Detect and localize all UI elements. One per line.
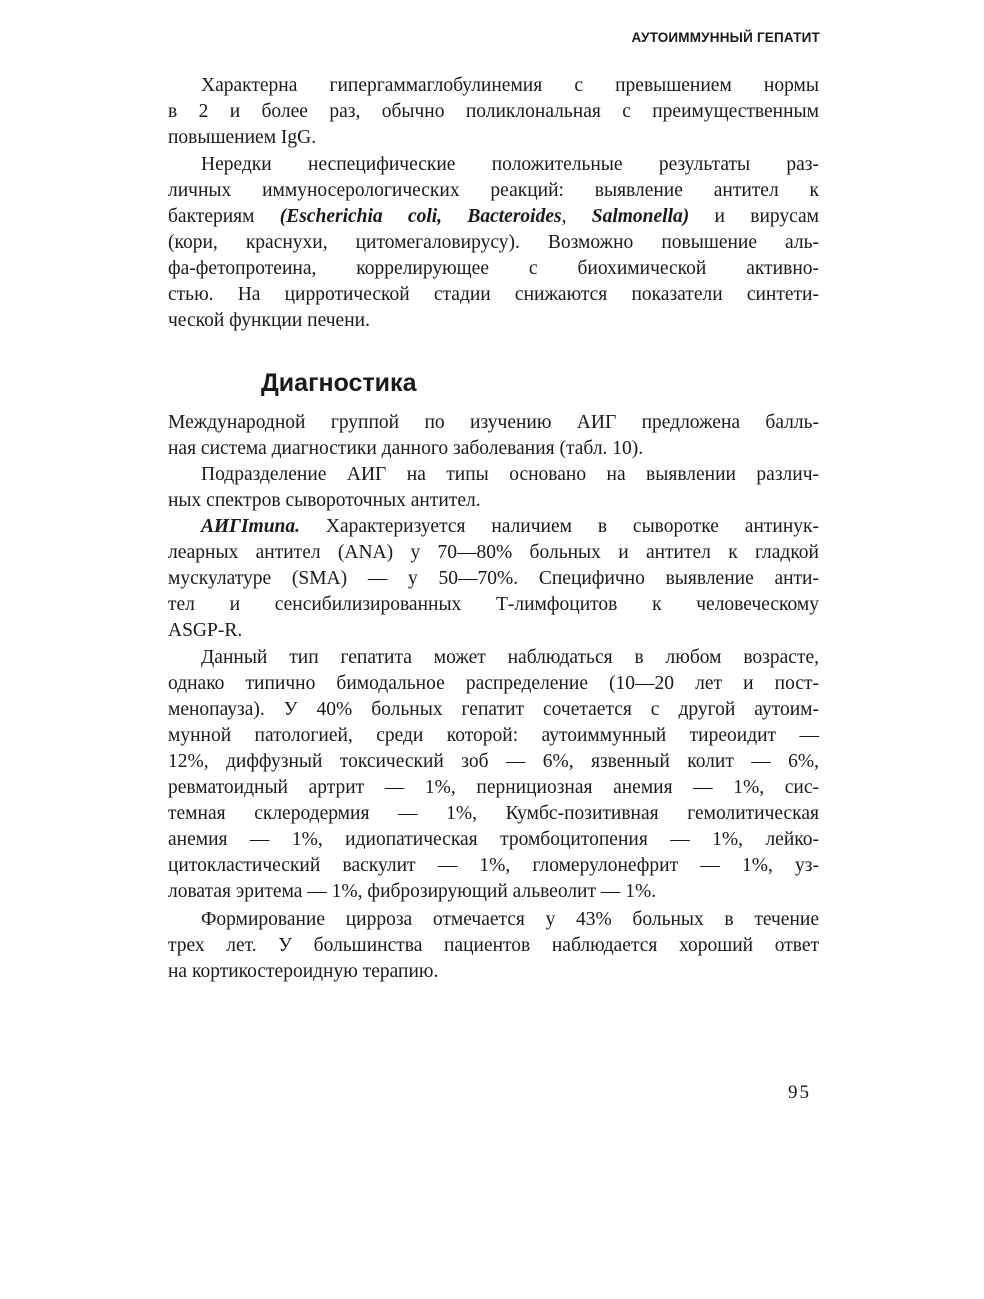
section-heading: Диагностика: [261, 369, 417, 397]
text-line: повышением IgG.: [168, 127, 317, 148]
text-line: трех лет. У большинства пациентов наблюдается хороший ответ: [168, 935, 819, 956]
paragraph-serologic-reactions: [168, 152, 819, 334]
text-line: анемия — 1%, идиопатическая тромбоцитопения — 1%, лейко-: [168, 829, 819, 850]
text-line: ных спектров сывороточных антител.: [168, 490, 481, 511]
text-line: менопауза). У 40% больных гепатит сочетается с другой аутоим-: [168, 699, 819, 720]
text-run: ,: [561, 206, 592, 227]
text-line: [168, 514, 819, 540]
type-label: АИГIтипа.: [201, 516, 301, 537]
text-line: Данный тип гепатита может наблюдаться в любом возрасте,: [201, 647, 819, 668]
paragraph-aih-type-1: [168, 514, 819, 644]
text-line: Подразделение АИГ на типы основано на выявлении различ-: [201, 464, 819, 485]
text-line: ASGP-R.: [168, 620, 243, 641]
paragraph-hypergammaglobulinemia: [168, 73, 819, 151]
paragraph-types: [168, 462, 819, 514]
text-line: в 2 и более раз, обычно поликлональная с преимущественным: [168, 101, 819, 122]
text-line: стью. На цирротической стадии снижаются показатели синтети-: [168, 284, 819, 305]
text-line: на кортикостероидную терапию.: [168, 961, 439, 982]
text-line: однако типично бимодальное распределение (10—20 лет и пост-: [168, 673, 819, 694]
text-line: личных иммуносерологических реакций: выявление антител к: [168, 180, 819, 201]
text-run: бактериям: [168, 206, 280, 227]
text-line: Международной группой по изучению АИГ предложена балль-: [168, 412, 819, 433]
paragraph-scoring-system: [168, 410, 819, 462]
text-line: темная склеродермия — 1%, Кумбс-позитивная гемолитическая: [168, 803, 819, 824]
text-line: фа-фетопротеина, коррелирующее с биохимической активно-: [168, 258, 819, 279]
text-line: [168, 204, 819, 230]
text-line: ческой функции печени.: [168, 310, 370, 331]
text-line: ловатая эритема — 1%, фиброзирующий альвеолит — 1%.: [168, 881, 657, 902]
text-line: цитокластический васкулит — 1%, гломерулонефрит — 1%, уз-: [168, 855, 819, 876]
page-number: 95: [788, 1082, 811, 1103]
running-head: АУТОИММУННЫЙ ГЕПАТИТ: [631, 30, 820, 45]
text-line: ная система диагностики данного заболевания (табл. 10).: [168, 438, 644, 459]
text-line: Формирование цирроза отмечается у 43% больных в течение: [201, 909, 819, 930]
paragraph-age-distribution: [168, 645, 819, 905]
text-line: мунной патологией, среди которой: аутоиммунный тиреоидит —: [168, 725, 819, 746]
text-run: Характеризуется наличием в сыворотке антинук-: [300, 516, 819, 537]
text-line: Нередки неспецифические положительные результаты раз-: [201, 154, 819, 175]
text-line: 12%, диффузный токсический зоб — 6%, язвенный колит — 6%,: [168, 751, 819, 772]
bacteria-names: (Escherichia coli, Bacteroides: [279, 206, 562, 227]
text-line: леарных антител (ANA) у 70—80% больных и антител к гладкой: [168, 542, 819, 563]
text-line: мускулатуре (SMA) — у 50—70%. Специфично выявление анти-: [168, 568, 819, 589]
paragraph-cirrhosis: [168, 907, 819, 985]
text-line: тел и сенсибилизированных Т-лимфоцитов к человеческому: [168, 594, 819, 615]
text-line: Характерна гипергаммаглобулинемия с превышением нормы: [201, 75, 819, 96]
bacteria-name-salmonella: Salmonella): [591, 206, 690, 227]
text-line: ревматоидный артрит — 1%, пернициозная анемия — 1%, сис-: [168, 777, 819, 798]
text-run: и вирусам: [689, 206, 820, 227]
text-line: (кори, краснухи, цитомегаловирусу). Возможно повышение аль-: [168, 232, 819, 253]
